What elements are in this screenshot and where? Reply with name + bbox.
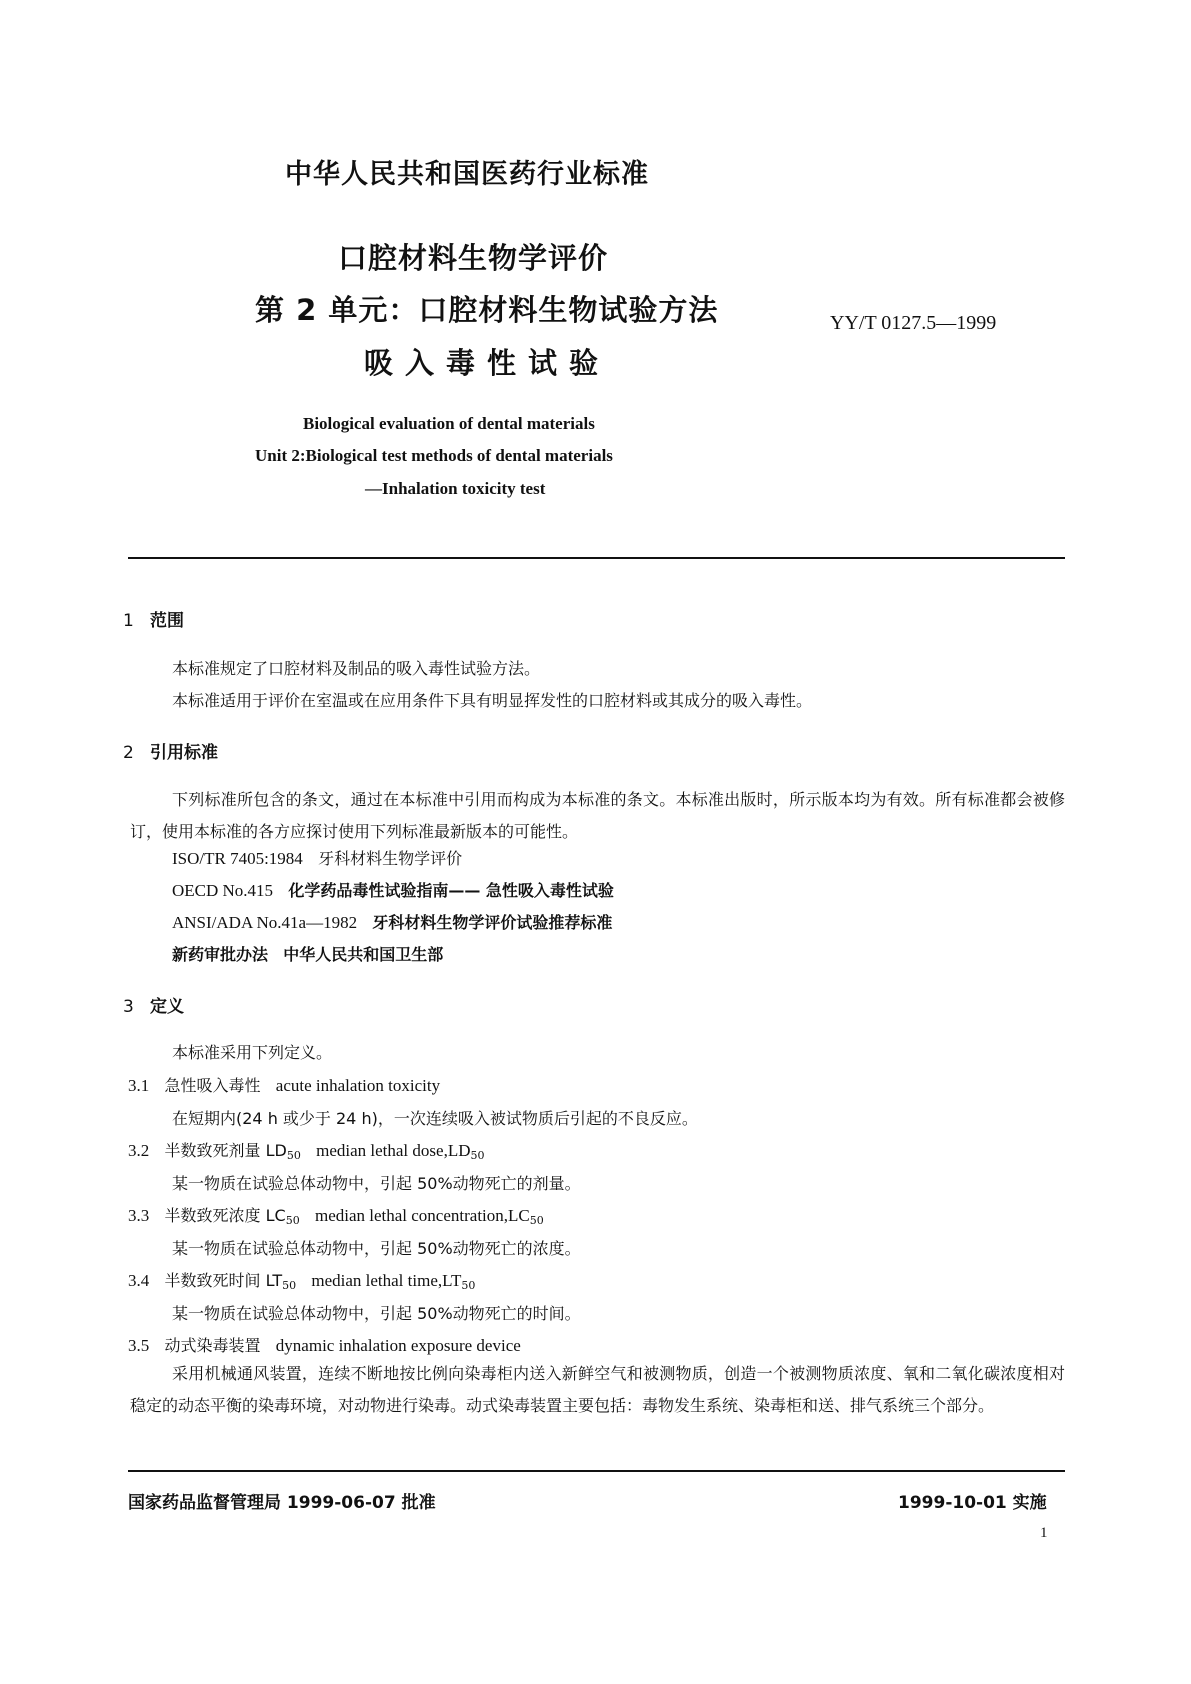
section-title: 定义	[150, 997, 185, 1017]
reference-name: 牙科材料生物学评价	[318, 849, 463, 868]
term-cn: 急性吸入毒性	[164, 1076, 261, 1095]
section-2-heading	[123, 738, 218, 763]
term-en: median lethal time,LT	[311, 1271, 462, 1290]
scope-paragraph-1: 本标准规定了口腔材料及制品的吸入毒性试验方法。	[172, 659, 541, 678]
section-1-heading	[123, 606, 184, 631]
title-en-line-2: Unit 2:Biological test methods of dental materials	[255, 446, 613, 465]
issuing-authority: 中华人民共和国医药行业标准	[285, 159, 649, 190]
section-number: 1	[123, 611, 134, 631]
term-cn: 动式染毒装置	[164, 1336, 261, 1355]
reference-code: ISO/TR 7405:1984	[172, 849, 303, 868]
title-en-line-3: —Inhalation toxicity test	[365, 479, 546, 498]
title-cn-line-3: 吸入毒性试验	[364, 346, 611, 380]
section-title: 范围	[150, 611, 185, 631]
title-cn-line-2: 第 2 单元：口腔材料生物试验方法	[255, 293, 719, 327]
reference-code: ANSI/ADA No.41a—1982	[172, 913, 358, 932]
clause-number: 3.5	[128, 1336, 150, 1355]
subscript: 50	[470, 1149, 485, 1162]
term-cn: 半数致死时间 LT	[164, 1271, 283, 1290]
subscript: 50	[286, 1149, 301, 1162]
subscript: 50	[529, 1214, 544, 1227]
definition-heading	[128, 1268, 475, 1292]
reference-name: 牙科材料生物学评价试验推荐标准	[372, 913, 613, 932]
definition-text: 在短期内(24 h 或少于 24 h)，一次连续吸入被试物质后引起的不良反应。	[172, 1109, 698, 1128]
definition-heading	[128, 1138, 484, 1162]
header-divider	[128, 557, 1065, 559]
term-cn: 半数致死剂量 LD	[164, 1141, 287, 1160]
section-number: 2	[123, 743, 134, 763]
term-en: median lethal dose,LD	[316, 1141, 471, 1160]
definition-text: 采用机械通风装置，连续不断地按比例向染毒柜内送入新鲜空气和被测物质，创造一个被测物质浓度、氧和二氧化碳浓度相对稳定的动态平衡的染毒环境，对动物进行染毒。动式染毒装置主要包括：毒物发生系统、染毒柜和送、排气系统三个部分。	[130, 1364, 1065, 1415]
subscript: 50	[461, 1279, 476, 1292]
term-en: dynamic inhalation exposure device	[275, 1336, 521, 1355]
section-number: 3	[123, 997, 134, 1017]
term-en: median lethal concentration,LC	[314, 1206, 530, 1225]
definition-text: 某一物质在试验总体动物中，引起 50%动物死亡的剂量。	[172, 1174, 581, 1193]
definition-text: 某一物质在试验总体动物中，引起 50%动物死亡的浓度。	[172, 1239, 581, 1258]
definition-heading	[128, 1073, 440, 1096]
clause-number: 3.4	[128, 1271, 150, 1290]
definition-heading	[128, 1203, 544, 1227]
implementation-date: 1999-10-01 实施	[898, 1493, 1047, 1513]
definition-text: 某一物质在试验总体动物中，引起 50%动物死亡的时间。	[172, 1304, 581, 1323]
scope-paragraph-2: 本标准适用于评价在室温或在应用条件下具有明显挥发性的口腔材料或其成分的吸入毒性。	[172, 691, 813, 710]
subscript: 50	[285, 1214, 300, 1227]
title-en-line-1: Biological evaluation of dental materials	[303, 414, 595, 433]
reference-code: 新药审批办法	[172, 945, 269, 964]
clause-number: 3.3	[128, 1206, 150, 1225]
section-title: 引用标准	[150, 743, 219, 763]
definition-heading	[128, 1333, 521, 1356]
footer-divider	[128, 1470, 1065, 1472]
clause-number: 3.2	[128, 1141, 150, 1160]
reference-item	[172, 846, 462, 869]
subscript: 50	[282, 1279, 297, 1292]
term-cn: 半数致死浓度 LC	[164, 1206, 286, 1225]
definitions-intro: 本标准采用下列定义。	[172, 1043, 333, 1062]
reference-item	[172, 878, 614, 901]
reference-name: 化学药品毒性试验指南—— 急性吸入毒性试验	[288, 881, 614, 900]
section-3-heading	[123, 992, 184, 1017]
reference-item	[172, 942, 443, 965]
references-intro: 下列标准所包含的条文，通过在本标准中引用而构成为本标准的条文。本标准出版时，所示版本均为有效。所有标准都会被修订，使用本标准的各方应探讨使用下列标准最新版本的可能性。	[130, 790, 1065, 841]
approval-line: 国家药品监督管理局 1999-06-07 批准	[128, 1493, 436, 1513]
reference-name: 中华人民共和国卫生部	[283, 945, 444, 964]
reference-item	[172, 910, 612, 933]
clause-number: 3.1	[128, 1076, 150, 1095]
term-en: acute inhalation toxicity	[275, 1076, 441, 1095]
reference-code: OECD No.415	[172, 881, 274, 900]
standard-number: YY/T 0127.5—1999	[830, 312, 997, 334]
title-cn-line-1: 口腔材料生物学评价	[338, 241, 609, 275]
page-number: 1	[1040, 1525, 1048, 1541]
